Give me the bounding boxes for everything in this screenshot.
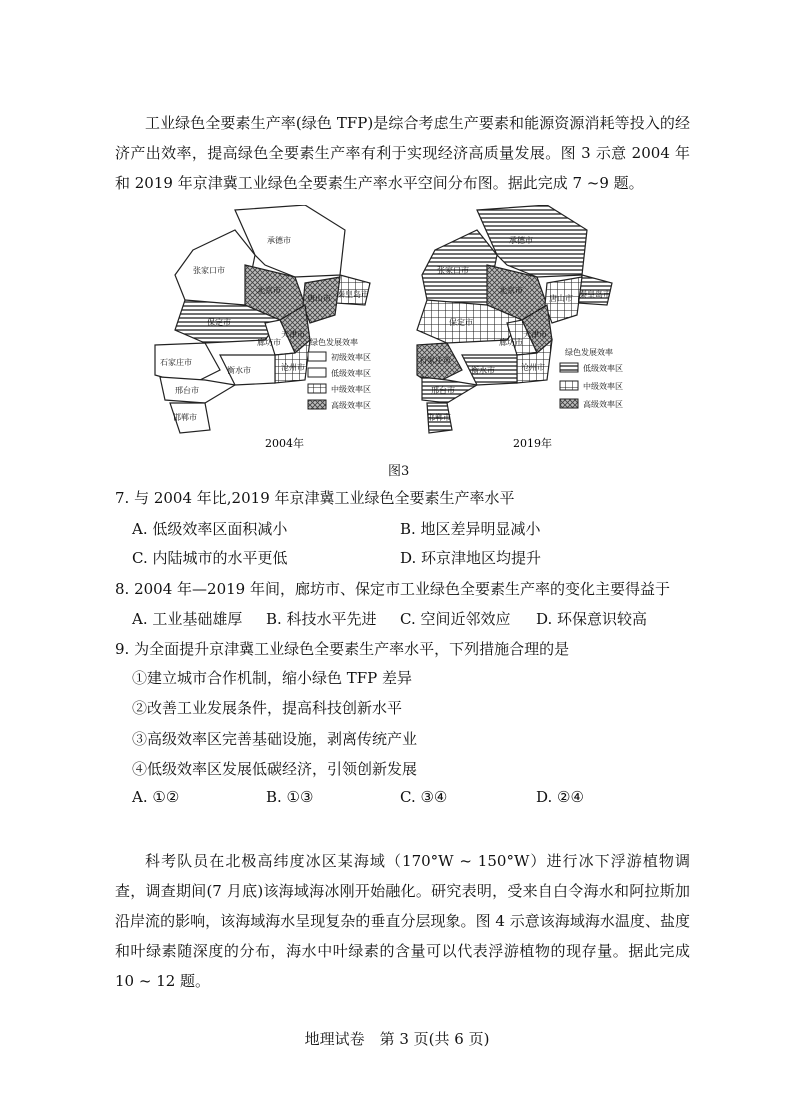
legend-2004 bbox=[308, 337, 371, 410]
city-2004-handan: 邯郸市 bbox=[173, 413, 197, 422]
q9-statement-2: ②改善工业发展条件，提高科技创新水平 bbox=[132, 699, 403, 717]
city-2004-baoding: 保定市 bbox=[207, 318, 231, 327]
q8-option-c: C. 空间近邻效应 bbox=[400, 610, 511, 628]
map-2004 bbox=[155, 205, 370, 433]
q9-option-c: C. ③④ bbox=[400, 788, 448, 806]
map-2019-year: 2019年 bbox=[513, 437, 552, 450]
city-2004-beijing: 北京市 bbox=[257, 286, 281, 295]
q7-option-d: D. 环京津地区均提升 bbox=[400, 549, 542, 567]
q7-option-b: B. 地区差异明显减小 bbox=[400, 520, 541, 538]
legend-2004-item-2: 低级效率区 bbox=[331, 369, 371, 378]
city-2004-hengshui: 衡水市 bbox=[227, 366, 251, 375]
city-2004-tangshan: 唐山市 bbox=[307, 294, 331, 303]
city-2019-beijing: 北京市 bbox=[499, 286, 523, 295]
city-2019-baoding: 保定市 bbox=[449, 318, 473, 327]
legend-2004-item-4: 高级效率区 bbox=[331, 401, 371, 410]
city-2004-xingtai: 邢台市 bbox=[175, 386, 199, 395]
q9-option-b: B. ①③ bbox=[266, 788, 314, 806]
figure-caption: 图3 bbox=[388, 464, 410, 479]
q8-option-a: A. 工业基础雄厚 bbox=[132, 610, 243, 628]
city-2004-langfang: 廊坊市 bbox=[257, 338, 281, 347]
intro-paragraph: 工业绿色全要素生产率(绿色 TFP)是综合考虑生产要素和能源资源消耗等投入的经济产出效率，提高绿色全要素生产率有利于实现经济高质量发展。图 3 示意 2004 年和 2019 年京津冀工业绿色全要素生产率水平空间分布图。据此完成 7 ~9 题。 bbox=[115, 114, 690, 192]
legend-2019-item-1: 低级效率区 bbox=[583, 364, 623, 373]
q9-statement-3: ③高级效率区完善基础设施，剥离传统产业 bbox=[132, 730, 418, 748]
q7-option-c: C. 内陆城市的水平更低 bbox=[132, 549, 288, 567]
q8-option-b: B. 科技水平先进 bbox=[266, 610, 377, 628]
q9-option-a: A. ①② bbox=[132, 788, 180, 806]
legend-2019-item-3: 高级效率区 bbox=[583, 400, 623, 409]
figure-3 bbox=[145, 205, 665, 460]
legend-2004-item-3: 中级效率区 bbox=[331, 385, 371, 394]
q8-stem: 8. 2004 年—2019 年间，廊坊市、保定市工业绿色全要素生产率的变化主要得益于 bbox=[115, 580, 670, 598]
city-2019-hengshui: 衡水市 bbox=[471, 366, 495, 375]
city-2004-qinhuangdao: 秦皇岛市 bbox=[337, 290, 369, 299]
q9-stem: 9. 为全面提升京津冀工业绿色全要素生产率水平，下列措施合理的是 bbox=[115, 640, 570, 658]
city-2004-shijiazhuang: 石家庄市 bbox=[160, 358, 192, 367]
city-2004-zhangjiakou: 张家口市 bbox=[193, 266, 225, 275]
q7-stem: 7. 与 2004 年比,2019 年京津冀工业绿色全要素生产率水平 bbox=[115, 489, 515, 507]
page-footer: 地理试卷 第 3 页(共 6 页) bbox=[304, 1030, 490, 1048]
legend-2019-item-2: 中级效率区 bbox=[583, 382, 623, 391]
city-2019-shijiazhuang: 石家庄市 bbox=[419, 356, 451, 365]
city-2004-tianjin: 天津市 bbox=[281, 330, 305, 339]
legend-2004-title: 绿色发展效率 bbox=[310, 338, 358, 347]
legend-2019-title: 绿色发展效率 bbox=[565, 348, 613, 357]
q8-option-d: D. 环保意识较高 bbox=[536, 610, 648, 628]
q7-option-a: A. 低级效率区面积减小 bbox=[132, 520, 288, 538]
legend-2004-item-1: 初级效率区 bbox=[331, 353, 371, 362]
city-2004-chengde: 承德市 bbox=[267, 236, 291, 245]
map-2004-year: 2004年 bbox=[265, 437, 304, 450]
q9-statement-4: ④低级效率区发展低碳经济，引领创新发展 bbox=[132, 760, 418, 778]
city-2019-zhangjiakou: 张家口市 bbox=[437, 266, 469, 275]
city-2019-langfang: 廊坊市 bbox=[499, 338, 523, 347]
intro2-paragraph: 科考队员在北极高纬度冰区某海域（170°W ~ 150°W）进行冰下浮游植物调查，调查期间(7 月底)该海域海冰刚开始融化。研究表明，受来自白令海水和阿拉斯加沿岸流的影响，该海域海水呈现复杂的垂直分层现象。图 4 示意该海域海水温度、盐度和叶绿素随深度的分布，海水中叶绿素的含量可以代表浮游植物的现存量。据此完成 10 ~ 12 题。 bbox=[115, 852, 690, 990]
city-2019-xingtai: 邢台市 bbox=[431, 386, 455, 395]
city-2019-cangzhou: 沧州市 bbox=[521, 363, 545, 372]
city-2019-qinhuangdao: 秦皇岛市 bbox=[579, 290, 611, 299]
city-2019-handan: 邯郸市 bbox=[427, 413, 451, 422]
city-2004-cangzhou: 沧州市 bbox=[281, 363, 305, 372]
maps-svg bbox=[145, 205, 665, 460]
city-2019-tianjin: 天津市 bbox=[523, 330, 547, 339]
city-2019-tangshan: 唐山市 bbox=[549, 294, 573, 303]
city-2019-chengde: 承德市 bbox=[509, 236, 533, 245]
q9-statement-1: ①建立城市合作机制，缩小绿色 TFP 差异 bbox=[132, 669, 413, 687]
legend-2019 bbox=[560, 347, 623, 409]
q9-option-d: D. ②④ bbox=[536, 788, 584, 806]
